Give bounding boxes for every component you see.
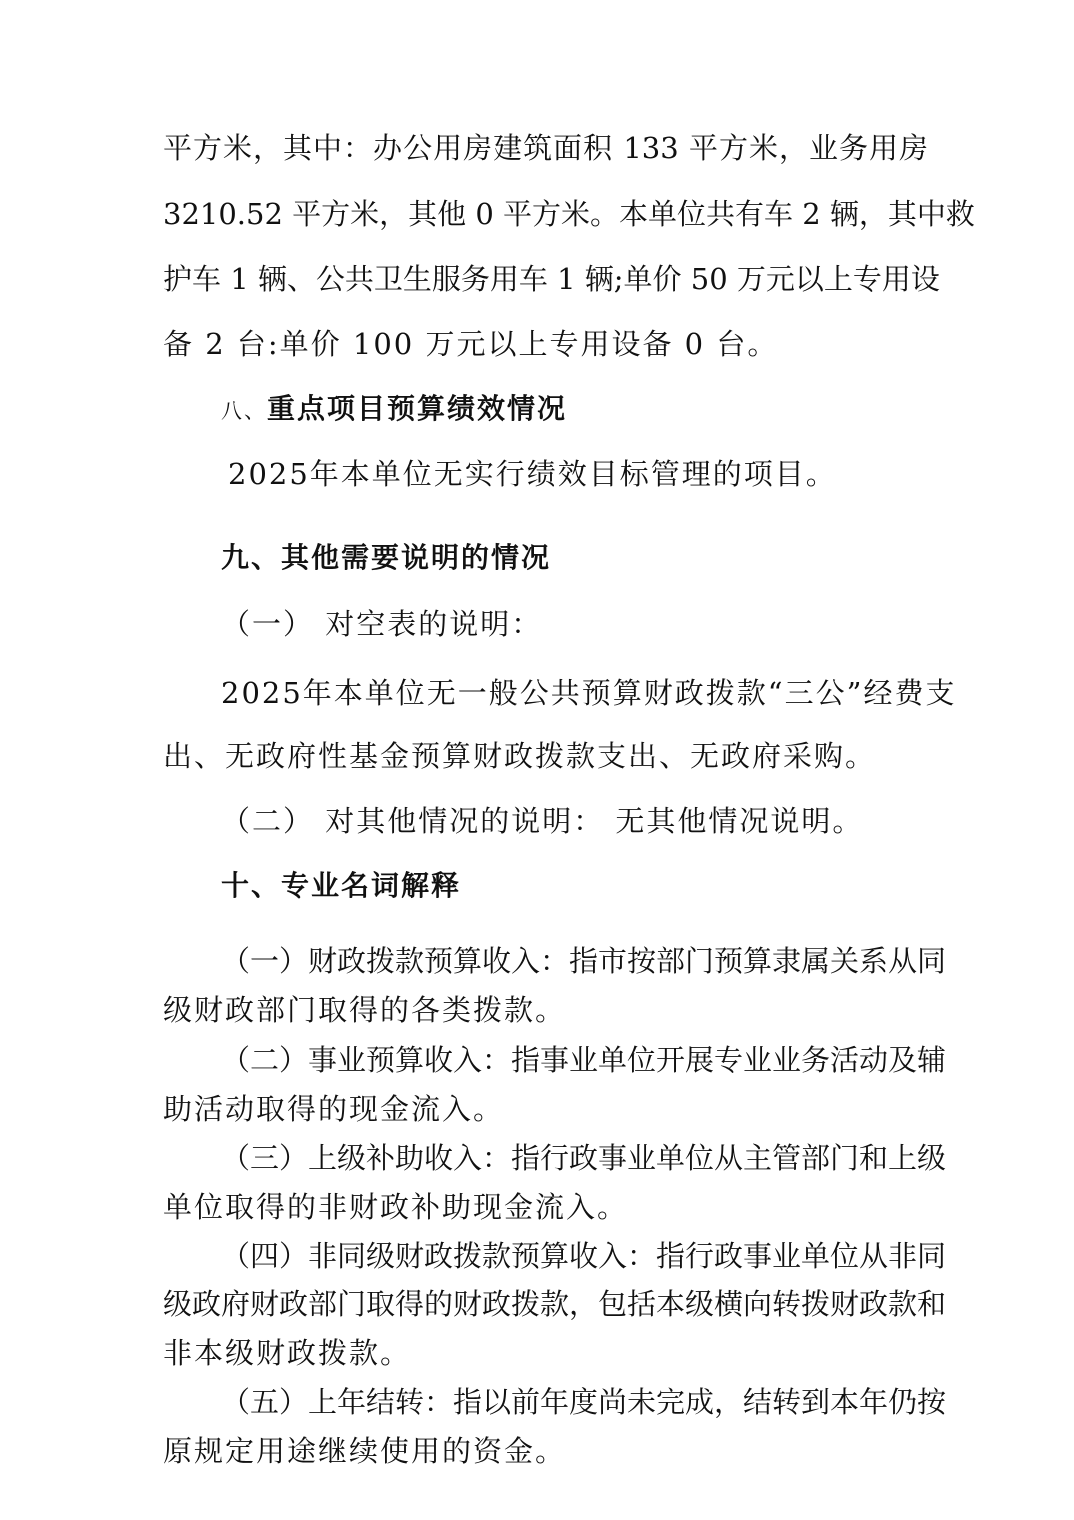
section-title: 重点项目预算绩效情况	[267, 392, 568, 425]
term-line: 单位取得的非财政补助现金流入。	[163, 1190, 629, 1224]
section-heading-8	[221, 389, 567, 431]
term-line: （五）上年结转：指以前年度尚未完成，结转到本年仍按	[221, 1385, 947, 1419]
term-line: 级财政部门取得的各类拨款。	[163, 993, 567, 1027]
section-heading-10: 十、专业名词解释	[221, 869, 462, 902]
paragraph-line: 3210.52 平方米，其他 0 平方米。本单位共有车 2 辆，其中救	[163, 197, 975, 231]
subheading-other: （二） 对其他情况的说明： 无其他情况说明。	[221, 804, 864, 838]
term-line: 原规定用途继续使用的资金。	[163, 1434, 567, 1468]
term-line: （一）财政拨款预算收入：指市按部门预算隶属关系从同	[221, 944, 947, 978]
term-line: 非本级财政拨款。	[163, 1336, 412, 1370]
term-line: （四）非同级财政拨款预算收入：指行政事业单位从非同	[221, 1239, 947, 1273]
term-line: 助活动取得的现金流入。	[163, 1092, 505, 1126]
term-line: （三）上级补助收入：指行政事业单位从主管部门和上级	[221, 1141, 947, 1175]
term-line: （二）事业预算收入：指事业单位开展专业业务活动及辅	[221, 1043, 947, 1077]
section-heading-9: 九、其他需要说明的情况	[221, 541, 552, 574]
term-line: 级政府财政部门取得的财政拨款，包括本级横向转拨财政款和	[163, 1287, 947, 1321]
section-8-body: 2025年本单位无实行绩效目标管理的项目。	[228, 457, 837, 491]
paragraph-line: 平方米，其中：办公用房建筑面积 133 平方米，业务用房	[163, 131, 928, 165]
paragraph-line: 出、无政府性基金预算财政拨款支出、无政府采购。	[163, 739, 877, 773]
paragraph-line: 备 2 台:单价 100 万元以上专用设备 0 台。	[163, 327, 779, 361]
paragraph-line: 2025年本单位无一般公共预算财政拨款“三公”经费支	[221, 676, 957, 710]
section-numeral: 八、	[221, 399, 267, 423]
subheading-empty-tables: （一） 对空表的说明：	[221, 607, 543, 641]
paragraph-line: 护车 1 辆、公共卫生服务用车 1 辆;单价 50 万元以上专用设	[163, 262, 940, 296]
